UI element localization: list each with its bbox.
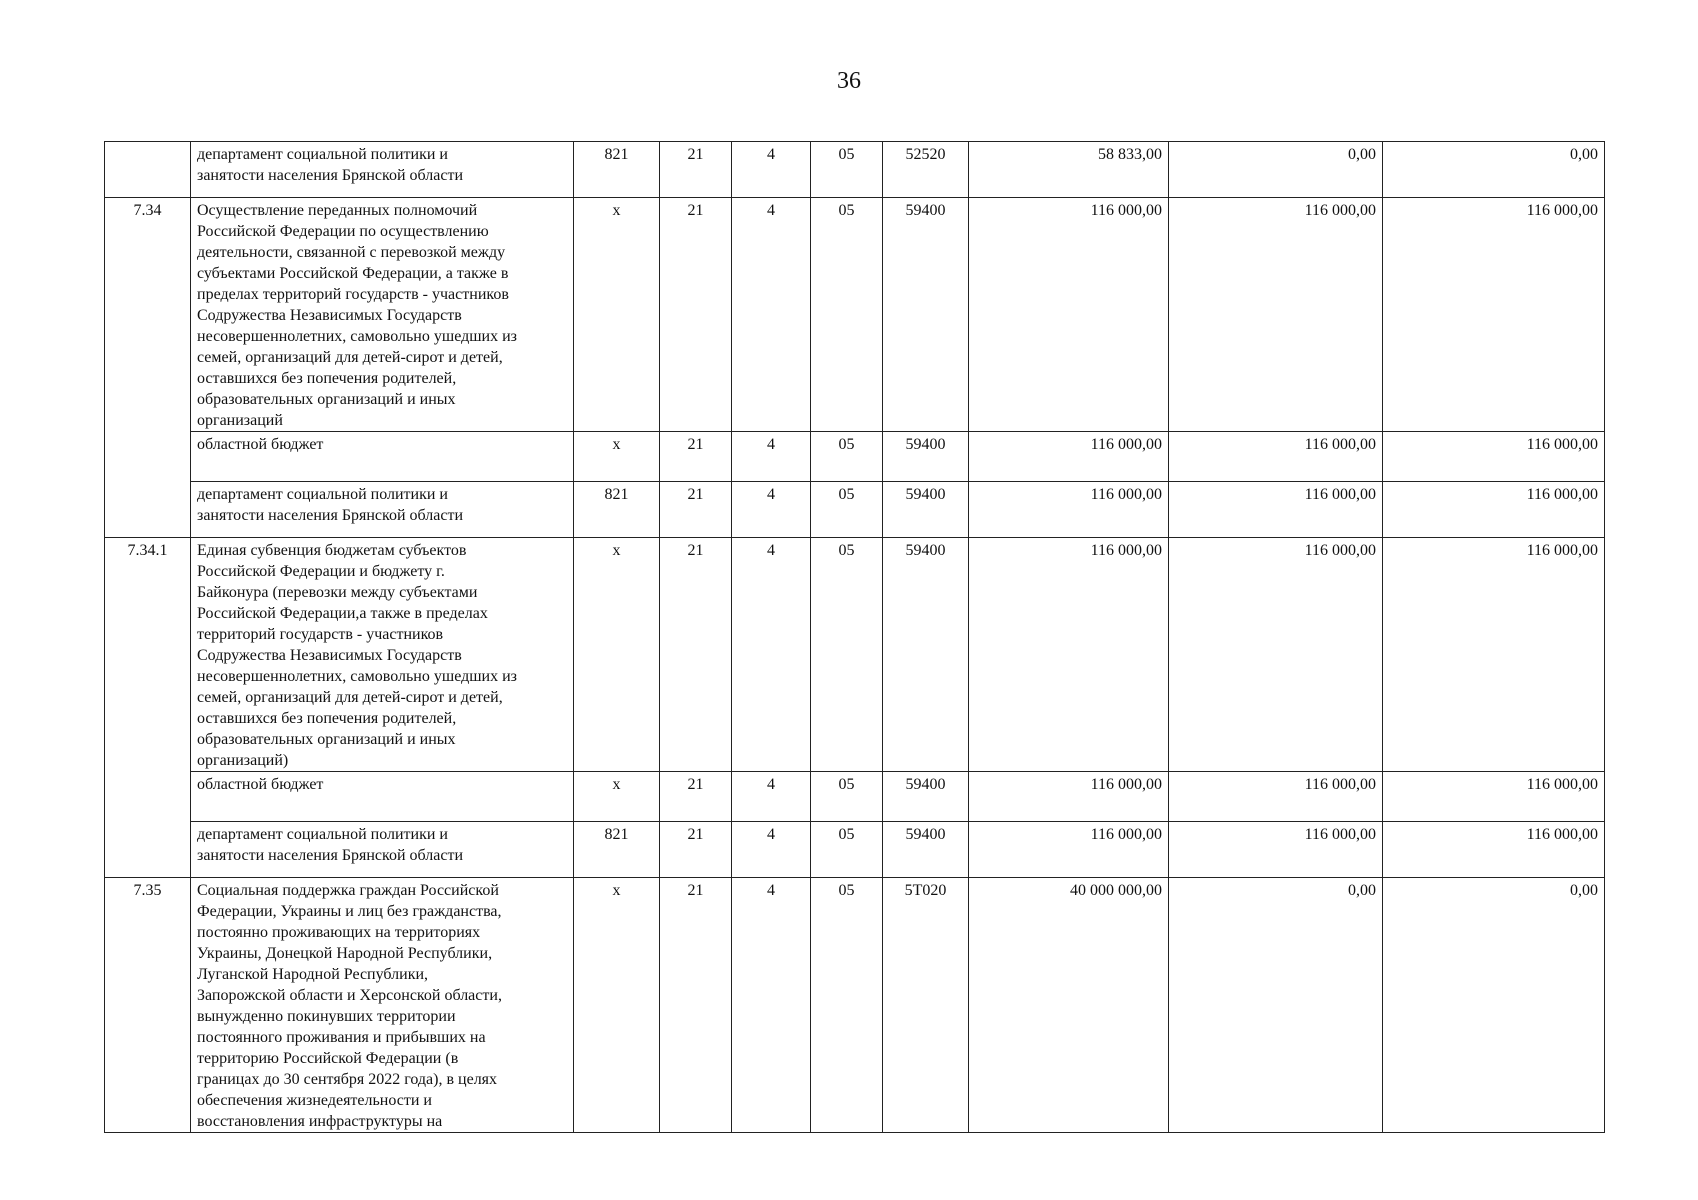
amount-year-2: 116 000,00	[1169, 822, 1383, 878]
amount-year-3: 0,00	[1383, 878, 1605, 1133]
amount-year-2: 116 000,00	[1169, 432, 1383, 482]
subsection-code: 4	[732, 198, 811, 432]
amount-year-2: 0,00	[1169, 878, 1383, 1133]
amount-year-2: 116 000,00	[1169, 198, 1383, 432]
amount-year-3: 116 000,00	[1383, 772, 1605, 822]
section-code: 21	[660, 142, 732, 198]
section-code: 21	[660, 822, 732, 878]
admin-code: х	[574, 432, 660, 482]
row-number: 7.35	[105, 878, 191, 1133]
amount-year-1: 40 000 000,00	[969, 878, 1169, 1133]
subsection-code: 4	[732, 878, 811, 1133]
row-description: областной бюджет	[191, 432, 574, 482]
direction-code: 59400	[883, 432, 969, 482]
row-description: Социальная поддержка граждан Российской Федерации, Украины и лиц без гражданства, постоянно проживающих на территориях Украины, Донецкой Народной Республики, Луганской Народной Республики, Запорожской области и Херсонской области, вынужденно покинувших территории постоянного проживания и прибывших на территорию Российской Федерации (в границах до 30 сентября 2022 года), в целях обеспечения жизнедеятельности и восстановления инфраструктуры на	[191, 878, 574, 1133]
row-description: областной бюджет	[191, 772, 574, 822]
amount-year-1: 58 833,00	[969, 142, 1169, 198]
row-description: Осуществление переданных полномочий Российской Федерации по осуществлению деятельности, связанной с перевозкой между субъектами Российской Федерации, а также в пределах территорий государств - участников Содружества Независимых Государств несовершеннолетних, самовольно ушедших из семей, организаций для детей-сирот и детей, оставшихся без попечения родителей, образовательных организаций и иных организаций	[191, 198, 574, 432]
section-code: 21	[660, 482, 732, 538]
admin-code: х	[574, 198, 660, 432]
amount-year-1: 116 000,00	[969, 772, 1169, 822]
amount-year-1: 116 000,00	[969, 198, 1169, 432]
table-row	[105, 822, 1605, 878]
table-row	[105, 772, 1605, 822]
admin-code: х	[574, 878, 660, 1133]
admin-code: 821	[574, 822, 660, 878]
direction-code: 59400	[883, 198, 969, 432]
program-code: 05	[811, 878, 883, 1133]
amount-year-2: 116 000,00	[1169, 538, 1383, 772]
row-number: 7.34	[105, 198, 191, 538]
admin-code: 821	[574, 482, 660, 538]
table-row	[105, 198, 1605, 432]
row-number: 7.34.1	[105, 538, 191, 878]
section-code: 21	[660, 878, 732, 1133]
section-code: 21	[660, 432, 732, 482]
section-code: 21	[660, 198, 732, 432]
amount-year-2: 116 000,00	[1169, 482, 1383, 538]
subsection-code: 4	[732, 822, 811, 878]
program-code: 05	[811, 482, 883, 538]
program-code: 05	[811, 432, 883, 482]
direction-code: 59400	[883, 822, 969, 878]
amount-year-3: 116 000,00	[1383, 538, 1605, 772]
amount-year-3: 116 000,00	[1383, 482, 1605, 538]
budget-table	[104, 141, 1605, 1133]
amount-year-1: 116 000,00	[969, 822, 1169, 878]
admin-code: х	[574, 772, 660, 822]
amount-year-2: 0,00	[1169, 142, 1383, 198]
subsection-code: 4	[732, 432, 811, 482]
admin-code: х	[574, 538, 660, 772]
direction-code: 5Т020	[883, 878, 969, 1133]
amount-year-1: 116 000,00	[969, 482, 1169, 538]
table-row	[105, 538, 1605, 772]
subsection-code: 4	[732, 142, 811, 198]
direction-code: 59400	[883, 538, 969, 772]
table-row	[105, 482, 1605, 538]
direction-code: 52520	[883, 142, 969, 198]
subsection-code: 4	[732, 538, 811, 772]
amount-year-1: 116 000,00	[969, 538, 1169, 772]
subsection-code: 4	[732, 772, 811, 822]
table-row	[105, 432, 1605, 482]
amount-year-2: 116 000,00	[1169, 772, 1383, 822]
section-code: 21	[660, 538, 732, 772]
subsection-code: 4	[732, 482, 811, 538]
program-code: 05	[811, 198, 883, 432]
amount-year-3: 116 000,00	[1383, 198, 1605, 432]
row-description: Единая субвенция бюджетам субъектов Российской Федерации и бюджету г. Байконура (перевозки между субъектами Российской Федерации,а также в пределах территорий государств - участников Содружества Независимых Государств несовершеннолетних, самовольно ушедших из семей, организаций для детей-сирот и детей, оставшихся без попечения родителей, образовательных организаций и иных организаций)	[191, 538, 574, 772]
program-code: 05	[811, 772, 883, 822]
program-code: 05	[811, 822, 883, 878]
section-code: 21	[660, 772, 732, 822]
direction-code: 59400	[883, 772, 969, 822]
amount-year-1: 116 000,00	[969, 432, 1169, 482]
row-description: департамент социальной политики и занятости населения Брянской области	[191, 482, 574, 538]
program-code: 05	[811, 538, 883, 772]
row-description: департамент социальной политики и занятости населения Брянской области	[191, 142, 574, 198]
table-row	[105, 878, 1605, 1133]
amount-year-3: 116 000,00	[1383, 822, 1605, 878]
direction-code: 59400	[883, 482, 969, 538]
table-row	[105, 142, 1605, 198]
admin-code: 821	[574, 142, 660, 198]
row-description: департамент социальной политики и занятости населения Брянской области	[191, 822, 574, 878]
page-number: 36	[837, 68, 861, 94]
row-number	[105, 142, 191, 198]
amount-year-3: 116 000,00	[1383, 432, 1605, 482]
program-code: 05	[811, 142, 883, 198]
amount-year-3: 0,00	[1383, 142, 1605, 198]
